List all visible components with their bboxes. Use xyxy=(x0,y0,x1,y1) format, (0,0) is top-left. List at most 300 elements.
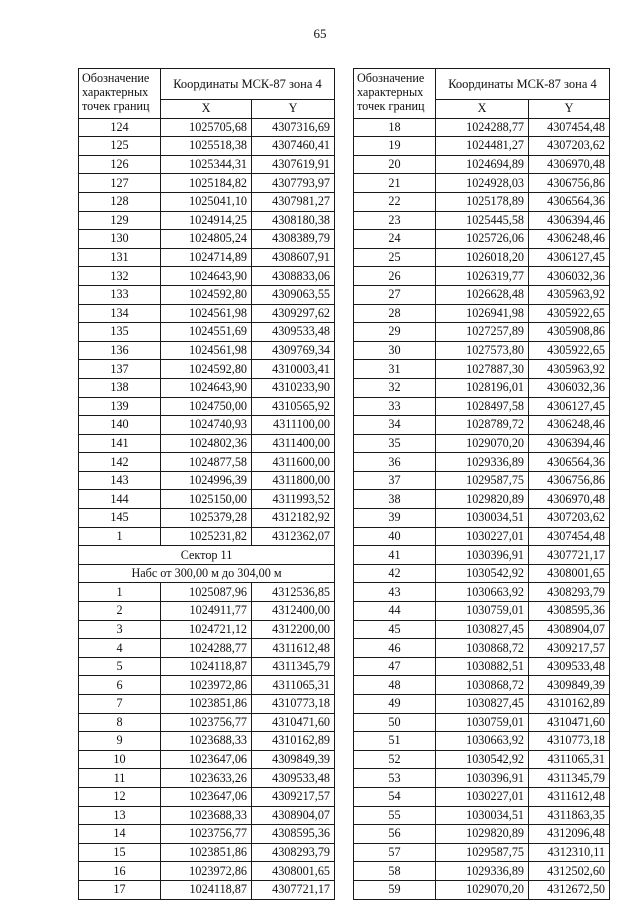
header-designation: Обозначение характерных точек границ xyxy=(79,69,161,119)
header-x: X xyxy=(161,100,252,119)
x-coordinate-cell: 1024118,87 xyxy=(161,880,252,899)
y-coordinate-cell: 4308180,38 xyxy=(252,211,335,230)
x-coordinate-cell: 1026628,48 xyxy=(436,285,529,304)
table-row xyxy=(354,880,610,899)
y-coordinate-cell: 4307316,69 xyxy=(252,118,335,137)
point-id-cell: 125 xyxy=(79,137,161,156)
table-row xyxy=(79,248,335,267)
table-row xyxy=(79,397,335,416)
x-coordinate-cell: 1028497,58 xyxy=(436,397,529,416)
point-id-cell: 1 xyxy=(79,583,161,602)
table-row xyxy=(354,490,610,509)
table-row xyxy=(79,806,335,825)
y-coordinate-cell: 4310471,60 xyxy=(252,713,335,732)
x-coordinate-cell: 1026018,20 xyxy=(436,248,529,267)
point-id-cell: 22 xyxy=(354,192,436,211)
table-row xyxy=(354,155,610,174)
x-coordinate-cell: 1024643,90 xyxy=(161,378,252,397)
point-id-cell: 8 xyxy=(79,713,161,732)
table-row xyxy=(354,695,610,714)
point-id-cell: 41 xyxy=(354,546,436,565)
x-coordinate-cell: 1023647,06 xyxy=(161,750,252,769)
x-coordinate-cell: 1024914,25 xyxy=(161,211,252,230)
left-rows-before-sector xyxy=(79,118,335,546)
point-id-cell: 34 xyxy=(354,416,436,435)
y-coordinate-cell: 4307793,97 xyxy=(252,174,335,193)
x-coordinate-cell: 1024750,00 xyxy=(161,397,252,416)
table-row xyxy=(79,155,335,174)
x-coordinate-cell: 1025344,31 xyxy=(161,155,252,174)
x-coordinate-cell: 1028196,01 xyxy=(436,378,529,397)
point-id-cell: 145 xyxy=(79,509,161,528)
point-id-cell: 11 xyxy=(79,769,161,788)
table-row xyxy=(354,323,610,342)
point-id-cell: 27 xyxy=(354,285,436,304)
x-coordinate-cell: 1024551,69 xyxy=(161,323,252,342)
y-coordinate-cell: 4308607,91 xyxy=(252,248,335,267)
x-coordinate-cell: 1025379,28 xyxy=(161,509,252,528)
x-coordinate-cell: 1029587,75 xyxy=(436,471,529,490)
point-id-cell: 47 xyxy=(354,657,436,676)
x-coordinate-cell: 1025445,58 xyxy=(436,211,529,230)
point-id-cell: 42 xyxy=(354,564,436,583)
point-id-cell: 144 xyxy=(79,490,161,509)
table-row xyxy=(354,527,610,546)
x-coordinate-cell: 1023647,06 xyxy=(161,787,252,806)
table-row xyxy=(354,602,610,621)
table-row xyxy=(79,118,335,137)
y-coordinate-cell: 4307721,17 xyxy=(529,546,610,565)
y-coordinate-cell: 4306127,45 xyxy=(529,397,610,416)
x-coordinate-cell: 1023851,86 xyxy=(161,843,252,862)
y-coordinate-cell: 4307460,41 xyxy=(252,137,335,156)
table-row xyxy=(354,825,610,844)
y-coordinate-cell: 4306032,36 xyxy=(529,267,610,286)
point-id-cell: 36 xyxy=(354,453,436,472)
y-coordinate-cell: 4312672,50 xyxy=(529,880,610,899)
y-coordinate-cell: 4311400,00 xyxy=(252,434,335,453)
x-coordinate-cell: 1024714,89 xyxy=(161,248,252,267)
table-row xyxy=(79,192,335,211)
table-row xyxy=(79,137,335,156)
page-number: 65 xyxy=(313,26,327,41)
x-coordinate-cell: 1025150,00 xyxy=(161,490,252,509)
point-id-cell: 46 xyxy=(354,639,436,658)
point-id-cell: 143 xyxy=(79,471,161,490)
point-id-cell: 23 xyxy=(354,211,436,230)
x-coordinate-cell: 1023972,86 xyxy=(161,862,252,881)
table-row xyxy=(79,360,335,379)
header-x: X xyxy=(436,100,529,119)
y-coordinate-cell: 4305963,92 xyxy=(529,285,610,304)
x-coordinate-cell: 1024911,77 xyxy=(161,602,252,621)
point-id-cell: 35 xyxy=(354,434,436,453)
point-id-cell: 28 xyxy=(354,304,436,323)
y-coordinate-cell: 4309533,48 xyxy=(252,323,335,342)
x-coordinate-cell: 1024721,12 xyxy=(161,620,252,639)
table-row xyxy=(79,657,335,676)
x-coordinate-cell: 1025518,38 xyxy=(161,137,252,156)
y-coordinate-cell: 4312362,07 xyxy=(252,527,335,546)
table-row xyxy=(79,211,335,230)
table-row xyxy=(79,434,335,453)
x-coordinate-cell: 1024802,36 xyxy=(161,434,252,453)
x-coordinate-cell: 1024118,87 xyxy=(161,657,252,676)
table-row xyxy=(79,787,335,806)
y-coordinate-cell: 4307981,27 xyxy=(252,192,335,211)
y-coordinate-cell: 4310565,92 xyxy=(252,397,335,416)
table-row xyxy=(79,843,335,862)
y-coordinate-cell: 4310773,18 xyxy=(529,732,610,751)
point-id-cell: 139 xyxy=(79,397,161,416)
table-row xyxy=(354,137,610,156)
y-coordinate-cell: 4308904,07 xyxy=(252,806,335,825)
table-row xyxy=(354,843,610,862)
point-id-cell: 128 xyxy=(79,192,161,211)
y-coordinate-cell: 4306564,36 xyxy=(529,192,610,211)
point-id-cell: 43 xyxy=(354,583,436,602)
table-row xyxy=(79,880,335,899)
x-coordinate-cell: 1030542,92 xyxy=(436,750,529,769)
x-coordinate-cell: 1025231,82 xyxy=(161,527,252,546)
point-id-cell: 17 xyxy=(79,880,161,899)
point-id-cell: 131 xyxy=(79,248,161,267)
point-id-cell: 9 xyxy=(79,732,161,751)
point-id-cell: 137 xyxy=(79,360,161,379)
y-coordinate-cell: 4309849,39 xyxy=(252,750,335,769)
y-coordinate-cell: 4310233,90 xyxy=(252,378,335,397)
coordinates-table-right xyxy=(353,68,610,900)
x-coordinate-cell: 1024694,89 xyxy=(436,155,529,174)
point-id-cell: 19 xyxy=(354,137,436,156)
table-row xyxy=(354,713,610,732)
point-id-cell: 126 xyxy=(79,155,161,174)
table-row xyxy=(79,620,335,639)
y-coordinate-cell: 4305963,92 xyxy=(529,360,610,379)
y-coordinate-cell: 4312536,85 xyxy=(252,583,335,602)
x-coordinate-cell: 1023851,86 xyxy=(161,695,252,714)
point-id-cell: 20 xyxy=(354,155,436,174)
x-coordinate-cell: 1025184,82 xyxy=(161,174,252,193)
point-id-cell: 51 xyxy=(354,732,436,751)
table-row xyxy=(354,304,610,323)
table-row xyxy=(354,546,610,565)
x-coordinate-cell: 1025178,89 xyxy=(436,192,529,211)
table-row xyxy=(354,434,610,453)
x-coordinate-cell: 1025041,10 xyxy=(161,192,252,211)
y-coordinate-cell: 4311345,79 xyxy=(252,657,335,676)
x-coordinate-cell: 1029336,89 xyxy=(436,453,529,472)
point-id-cell: 52 xyxy=(354,750,436,769)
y-coordinate-cell: 4306970,48 xyxy=(529,155,610,174)
table-row xyxy=(354,564,610,583)
x-coordinate-cell: 1026319,77 xyxy=(436,267,529,286)
table-row xyxy=(79,453,335,472)
point-id-cell: 33 xyxy=(354,397,436,416)
y-coordinate-cell: 4311863,35 xyxy=(529,806,610,825)
y-coordinate-cell: 4311612,48 xyxy=(529,787,610,806)
x-coordinate-cell: 1024481,27 xyxy=(436,137,529,156)
x-coordinate-cell: 1024592,80 xyxy=(161,285,252,304)
x-coordinate-cell: 1025705,68 xyxy=(161,118,252,137)
point-id-cell: 4 xyxy=(79,639,161,658)
table-row xyxy=(79,267,335,286)
x-coordinate-cell: 1024592,80 xyxy=(161,360,252,379)
x-coordinate-cell: 1030827,45 xyxy=(436,695,529,714)
y-coordinate-cell: 4307454,48 xyxy=(529,118,610,137)
x-coordinate-cell: 1023756,77 xyxy=(161,713,252,732)
table-row xyxy=(354,192,610,211)
y-coordinate-cell: 4305922,65 xyxy=(529,341,610,360)
x-coordinate-cell: 1024877,58 xyxy=(161,453,252,472)
point-id-cell: 26 xyxy=(354,267,436,286)
y-coordinate-cell: 4310773,18 xyxy=(252,695,335,714)
y-coordinate-cell: 4308904,07 xyxy=(529,620,610,639)
point-id-cell: 59 xyxy=(354,880,436,899)
x-coordinate-cell: 1024928,03 xyxy=(436,174,529,193)
y-coordinate-cell: 4312200,00 xyxy=(252,620,335,639)
header-designation: Обозначение характерных точек границ xyxy=(354,69,436,119)
point-id-cell: 5 xyxy=(79,657,161,676)
point-id-cell: 58 xyxy=(354,862,436,881)
y-coordinate-cell: 4308001,65 xyxy=(529,564,610,583)
point-id-cell: 3 xyxy=(79,620,161,639)
table-row xyxy=(79,490,335,509)
point-id-cell: 44 xyxy=(354,602,436,621)
table-row xyxy=(79,862,335,881)
y-coordinate-cell: 4308293,79 xyxy=(252,843,335,862)
y-coordinate-cell: 4307203,62 xyxy=(529,509,610,528)
table-row xyxy=(79,304,335,323)
point-id-cell: 129 xyxy=(79,211,161,230)
y-coordinate-cell: 4312310,11 xyxy=(529,843,610,862)
y-coordinate-cell: 4309533,48 xyxy=(252,769,335,788)
header-coordinates: Координаты МСК-87 зона 4 xyxy=(436,69,610,100)
x-coordinate-cell: 1030868,72 xyxy=(436,639,529,658)
x-coordinate-cell: 1023633,26 xyxy=(161,769,252,788)
table-row xyxy=(79,602,335,621)
point-id-cell: 57 xyxy=(354,843,436,862)
point-id-cell: 24 xyxy=(354,230,436,249)
y-coordinate-cell: 4312182,92 xyxy=(252,509,335,528)
x-coordinate-cell: 1025087,96 xyxy=(161,583,252,602)
point-id-cell: 138 xyxy=(79,378,161,397)
point-id-cell: 142 xyxy=(79,453,161,472)
point-id-cell: 6 xyxy=(79,676,161,695)
y-coordinate-cell: 4308293,79 xyxy=(529,583,610,602)
table-row xyxy=(79,174,335,193)
y-coordinate-cell: 4306127,45 xyxy=(529,248,610,267)
x-coordinate-cell: 1023756,77 xyxy=(161,825,252,844)
point-id-cell: 14 xyxy=(79,825,161,844)
point-id-cell: 127 xyxy=(79,174,161,193)
point-id-cell: 49 xyxy=(354,695,436,714)
y-coordinate-cell: 4306970,48 xyxy=(529,490,610,509)
point-id-cell: 130 xyxy=(79,230,161,249)
y-coordinate-cell: 4309849,39 xyxy=(529,676,610,695)
point-id-cell: 132 xyxy=(79,267,161,286)
x-coordinate-cell: 1026941,98 xyxy=(436,304,529,323)
y-coordinate-cell: 4311100,00 xyxy=(252,416,335,435)
y-coordinate-cell: 4306756,86 xyxy=(529,471,610,490)
y-coordinate-cell: 4308389,79 xyxy=(252,230,335,249)
y-coordinate-cell: 4307721,17 xyxy=(252,880,335,899)
point-id-cell: 134 xyxy=(79,304,161,323)
table-row xyxy=(354,471,610,490)
sector-title: Сектор 11 xyxy=(79,546,335,565)
x-coordinate-cell: 1029336,89 xyxy=(436,862,529,881)
table-row xyxy=(354,509,610,528)
x-coordinate-cell: 1024740,93 xyxy=(161,416,252,435)
x-coordinate-cell: 1027257,89 xyxy=(436,323,529,342)
left-rows-after-sector xyxy=(79,583,335,899)
y-coordinate-cell: 4310003,41 xyxy=(252,360,335,379)
table-row xyxy=(354,416,610,435)
x-coordinate-cell: 1025726,06 xyxy=(436,230,529,249)
point-id-cell: 7 xyxy=(79,695,161,714)
table-row xyxy=(79,341,335,360)
x-coordinate-cell: 1029820,89 xyxy=(436,825,529,844)
x-coordinate-cell: 1030663,92 xyxy=(436,583,529,602)
point-id-cell: 1 xyxy=(79,527,161,546)
point-id-cell: 133 xyxy=(79,285,161,304)
table-row xyxy=(354,639,610,658)
table-row xyxy=(354,620,610,639)
y-coordinate-cell: 4312502,60 xyxy=(529,862,610,881)
y-coordinate-cell: 4305908,86 xyxy=(529,323,610,342)
x-coordinate-cell: 1030827,45 xyxy=(436,620,529,639)
table-row xyxy=(79,676,335,695)
y-coordinate-cell: 4308833,06 xyxy=(252,267,335,286)
x-coordinate-cell: 1029587,75 xyxy=(436,843,529,862)
table-row xyxy=(79,285,335,304)
table-row xyxy=(79,230,335,249)
table-row xyxy=(354,285,610,304)
y-coordinate-cell: 4309297,62 xyxy=(252,304,335,323)
table-row xyxy=(354,248,610,267)
y-coordinate-cell: 4306032,36 xyxy=(529,378,610,397)
y-coordinate-cell: 4311600,00 xyxy=(252,453,335,472)
point-id-cell: 32 xyxy=(354,378,436,397)
x-coordinate-cell: 1029820,89 xyxy=(436,490,529,509)
table-row xyxy=(354,862,610,881)
header-y: Y xyxy=(529,100,610,119)
table-row xyxy=(354,360,610,379)
x-coordinate-cell: 1024288,77 xyxy=(436,118,529,137)
y-coordinate-cell: 4310471,60 xyxy=(529,713,610,732)
point-id-cell: 37 xyxy=(354,471,436,490)
y-coordinate-cell: 4311800,00 xyxy=(252,471,335,490)
y-coordinate-cell: 4310162,89 xyxy=(529,695,610,714)
y-coordinate-cell: 4308595,36 xyxy=(529,602,610,621)
point-id-cell: 140 xyxy=(79,416,161,435)
x-coordinate-cell: 1030034,51 xyxy=(436,509,529,528)
x-coordinate-cell: 1030882,51 xyxy=(436,657,529,676)
point-id-cell: 55 xyxy=(354,806,436,825)
y-coordinate-cell: 4306394,46 xyxy=(529,211,610,230)
point-id-cell: 48 xyxy=(354,676,436,695)
x-coordinate-cell: 1024561,98 xyxy=(161,341,252,360)
point-id-cell: 30 xyxy=(354,341,436,360)
table-row xyxy=(354,769,610,788)
y-coordinate-cell: 4307619,91 xyxy=(252,155,335,174)
x-coordinate-cell: 1030227,01 xyxy=(436,787,529,806)
table-row xyxy=(79,750,335,769)
table-row xyxy=(354,341,610,360)
table-row xyxy=(354,211,610,230)
y-coordinate-cell: 4307203,62 xyxy=(529,137,610,156)
y-coordinate-cell: 4309533,48 xyxy=(529,657,610,676)
y-coordinate-cell: 4309217,57 xyxy=(529,639,610,658)
table-row xyxy=(354,230,610,249)
point-id-cell: 16 xyxy=(79,862,161,881)
y-coordinate-cell: 4311065,31 xyxy=(252,676,335,695)
x-coordinate-cell: 1023688,33 xyxy=(161,806,252,825)
x-coordinate-cell: 1024561,98 xyxy=(161,304,252,323)
table-row xyxy=(79,695,335,714)
table-row xyxy=(354,676,610,695)
header-coordinates: Координаты МСК-87 зона 4 xyxy=(161,69,335,100)
x-coordinate-cell: 1024288,77 xyxy=(161,639,252,658)
x-coordinate-cell: 1029070,20 xyxy=(436,434,529,453)
table-row xyxy=(79,583,335,602)
right-rows xyxy=(354,118,610,899)
x-coordinate-cell: 1030542,92 xyxy=(436,564,529,583)
point-id-cell: 136 xyxy=(79,341,161,360)
x-coordinate-cell: 1030396,91 xyxy=(436,546,529,565)
sector-block xyxy=(79,546,335,583)
y-coordinate-cell: 4306394,46 xyxy=(529,434,610,453)
sector-subtitle: Набс от 300,00 м до 304,00 м xyxy=(79,564,335,583)
y-coordinate-cell: 4311065,31 xyxy=(529,750,610,769)
point-id-cell: 18 xyxy=(354,118,436,137)
y-coordinate-cell: 4312096,48 xyxy=(529,825,610,844)
point-id-cell: 135 xyxy=(79,323,161,342)
y-coordinate-cell: 4305922,65 xyxy=(529,304,610,323)
point-id-cell: 53 xyxy=(354,769,436,788)
table-row xyxy=(354,583,610,602)
x-coordinate-cell: 1024805,24 xyxy=(161,230,252,249)
y-coordinate-cell: 4310162,89 xyxy=(252,732,335,751)
point-id-cell: 21 xyxy=(354,174,436,193)
table-row xyxy=(354,750,610,769)
table-row xyxy=(354,397,610,416)
table-row xyxy=(354,732,610,751)
y-coordinate-cell: 4309217,57 xyxy=(252,787,335,806)
point-id-cell: 45 xyxy=(354,620,436,639)
table-row xyxy=(354,787,610,806)
x-coordinate-cell: 1030759,01 xyxy=(436,713,529,732)
point-id-cell: 124 xyxy=(79,118,161,137)
x-coordinate-cell: 1030034,51 xyxy=(436,806,529,825)
point-id-cell: 39 xyxy=(354,509,436,528)
point-id-cell: 50 xyxy=(354,713,436,732)
y-coordinate-cell: 4306248,46 xyxy=(529,416,610,435)
point-id-cell: 40 xyxy=(354,527,436,546)
point-id-cell: 25 xyxy=(354,248,436,267)
y-coordinate-cell: 4308595,36 xyxy=(252,825,335,844)
y-coordinate-cell: 4306248,46 xyxy=(529,230,610,249)
point-id-cell: 29 xyxy=(354,323,436,342)
x-coordinate-cell: 1030227,01 xyxy=(436,527,529,546)
header-y: Y xyxy=(252,100,335,119)
table-row xyxy=(79,527,335,546)
point-id-cell: 2 xyxy=(79,602,161,621)
x-coordinate-cell: 1030759,01 xyxy=(436,602,529,621)
coordinates-table-left xyxy=(78,68,335,900)
y-coordinate-cell: 4311345,79 xyxy=(529,769,610,788)
table-row xyxy=(79,471,335,490)
